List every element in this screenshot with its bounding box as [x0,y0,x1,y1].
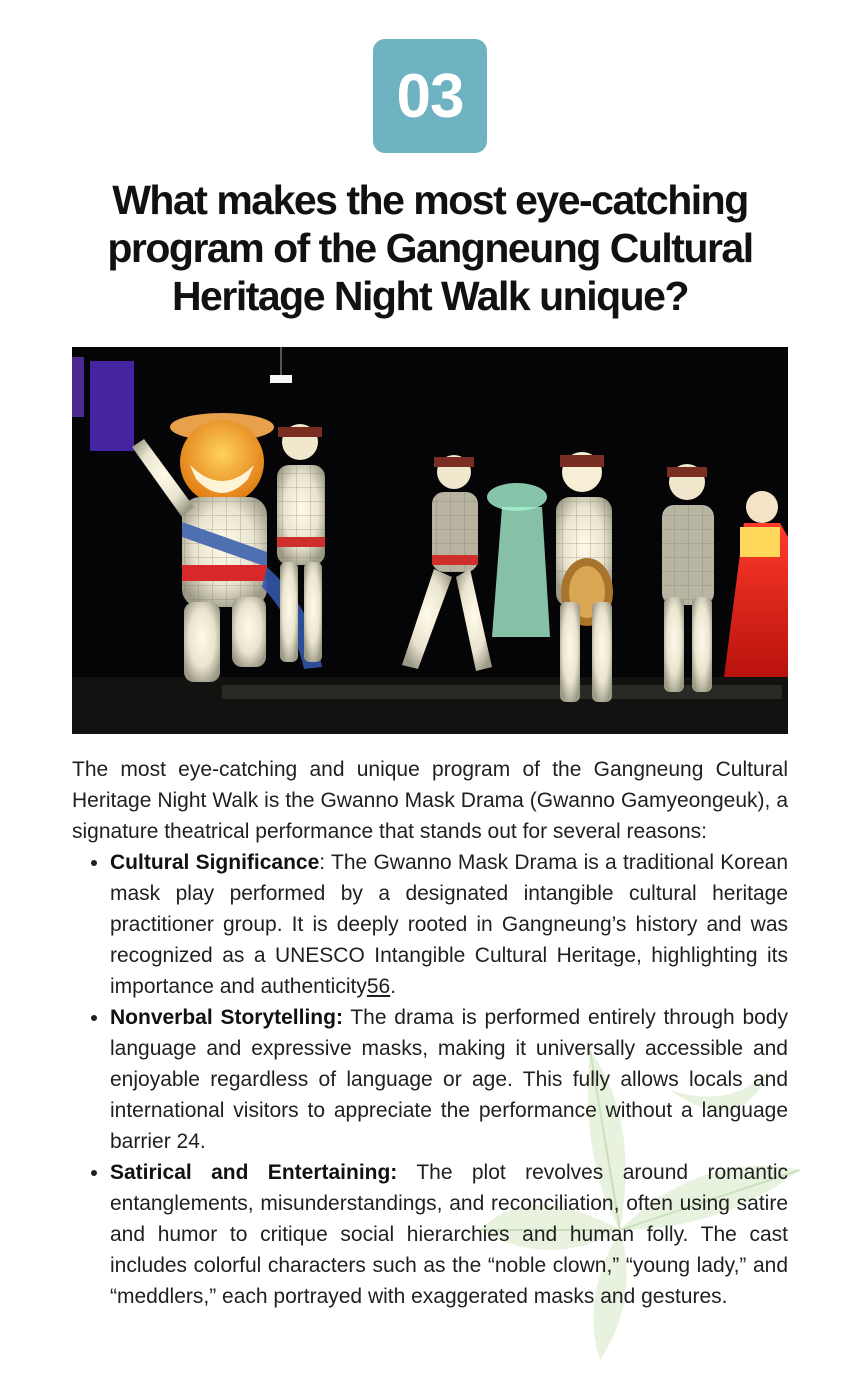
bullet-heading: Satirical and Entertaining: [110,1161,398,1184]
section-number: 03 [396,61,464,131]
article-body [72,754,788,1312]
list-item: • Cultural Significance: The Gwanno Mask Drama is a traditional Korean mask play performed by a designated intangible cultural heritage practitioner group. It is deeply rooted in Gangneung’s history and was recognized as a UNESCO Intangible Cultural Heritage, highlighting its importance and authenticity56. [110,847,788,1002]
bullet-heading: Nonverbal Storytelling: [110,1006,343,1029]
citation-link[interactable]: 56 [366,975,391,998]
bullet-heading: Cultural Significance [110,851,320,874]
bullet-text: The drama is performed entirely through body language and expressive masks, making it universally accessible and enjoyable regardless of language or age. This fully allows locals and international visitors to appreciate the performance without a language barrier 24. [110,1006,788,1153]
bullet-text: The plot revolves around romantic entanglements, misunderstandings, and reconciliation, often using satire and humor to critique social hierarchies and human folly. The cast includes colorful characters such as the “noble clown,” “young lady,” and “meddlers,” each portrayed with exaggerated masks and gestures. [110,1161,788,1308]
lantern-photo [72,347,788,734]
section-number-badge [373,39,487,153]
reasons-list [72,847,788,1312]
intro-paragraph: The most eye-catching and unique program of the Gangneung Cultural Heritage Night Walk is the Gwanno Mask Drama (Gwanno Gamyeongeuk), a signature theatrical performance that stands out for several reasons: [72,758,788,843]
list-item [110,1157,788,1312]
page-title: What makes the most eye-catching program of the Gangneung Cultural Heritage Night Walk unique? [107,177,753,319]
list-item [110,1002,788,1157]
bullet-text: The Gwanno Mask Drama is a traditional Korean mask play performed by a designated intangible cultural heritage practitioner group. It is deeply rooted in Gangneung’s history and was recognized as a UNESCO Intangible Cultural Heritage, highlighting its importance and authenticity [110,851,788,998]
